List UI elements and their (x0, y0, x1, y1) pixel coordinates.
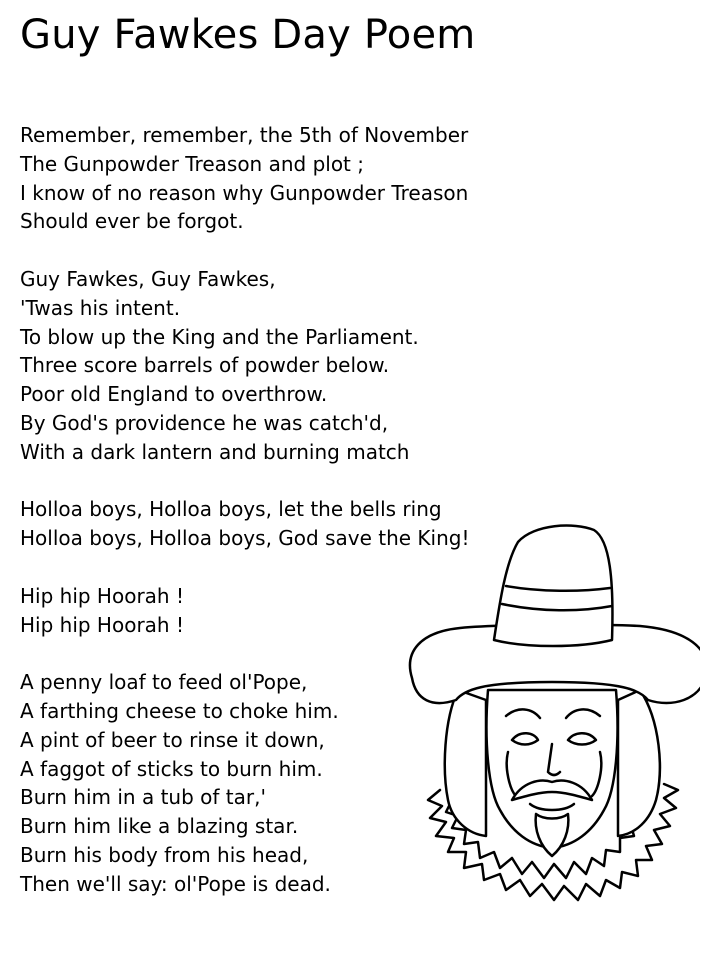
poem-line: Guy Fawkes, Guy Fawkes, (20, 266, 276, 291)
poem-line: Poor old England to overthrow. (20, 382, 328, 407)
poem-line: Burn his body from his head, (20, 842, 309, 867)
poem-line: 'Twas his intent. (20, 295, 181, 320)
poem-line: Holloa boys, Holloa boys, God save the King! (20, 526, 470, 551)
guy-fawkes-face-icon (400, 515, 700, 955)
poem-line: With a dark lantern and burning match (20, 439, 410, 464)
poem-line: Burn him like a blazing star. (20, 814, 299, 839)
poem-line: Holloa boys, Holloa boys, let the bells ring (20, 497, 442, 522)
poem-line: Three score barrels of powder below. (20, 353, 390, 378)
poem-line: Then we'll say: ol'Pope is dead. (20, 871, 331, 896)
poem-line: Burn him in a tub of tar,' (20, 785, 266, 810)
poem-line: A penny loaf to feed ol'Pope, (20, 670, 308, 695)
page-title: Guy Fawkes Day Poem (20, 12, 476, 58)
poem-line: Should ever be forgot. (20, 209, 244, 234)
poem-line: A farthing cheese to choke him. (20, 698, 339, 723)
stanza-2 (20, 265, 469, 467)
poem-line: Hip hip Hoorah ! (20, 583, 184, 608)
poem-line: By God's providence he was catch'd, (20, 410, 389, 435)
poem-line: The Gunpowder Treason and plot ; (20, 151, 364, 176)
poem-line: To blow up the King and the Parliament. (20, 324, 419, 349)
poem-line: A faggot of sticks to burn him. (20, 756, 323, 781)
stanza-1 (20, 121, 469, 236)
poem-line: I know of no reason why Gunpowder Treason (20, 180, 469, 205)
poem-line: A pint of beer to rinse it down, (20, 727, 325, 752)
poem-line: Hip hip Hoorah ! (20, 612, 184, 637)
poem-line: Remember, remember, the 5th of November (20, 123, 469, 147)
